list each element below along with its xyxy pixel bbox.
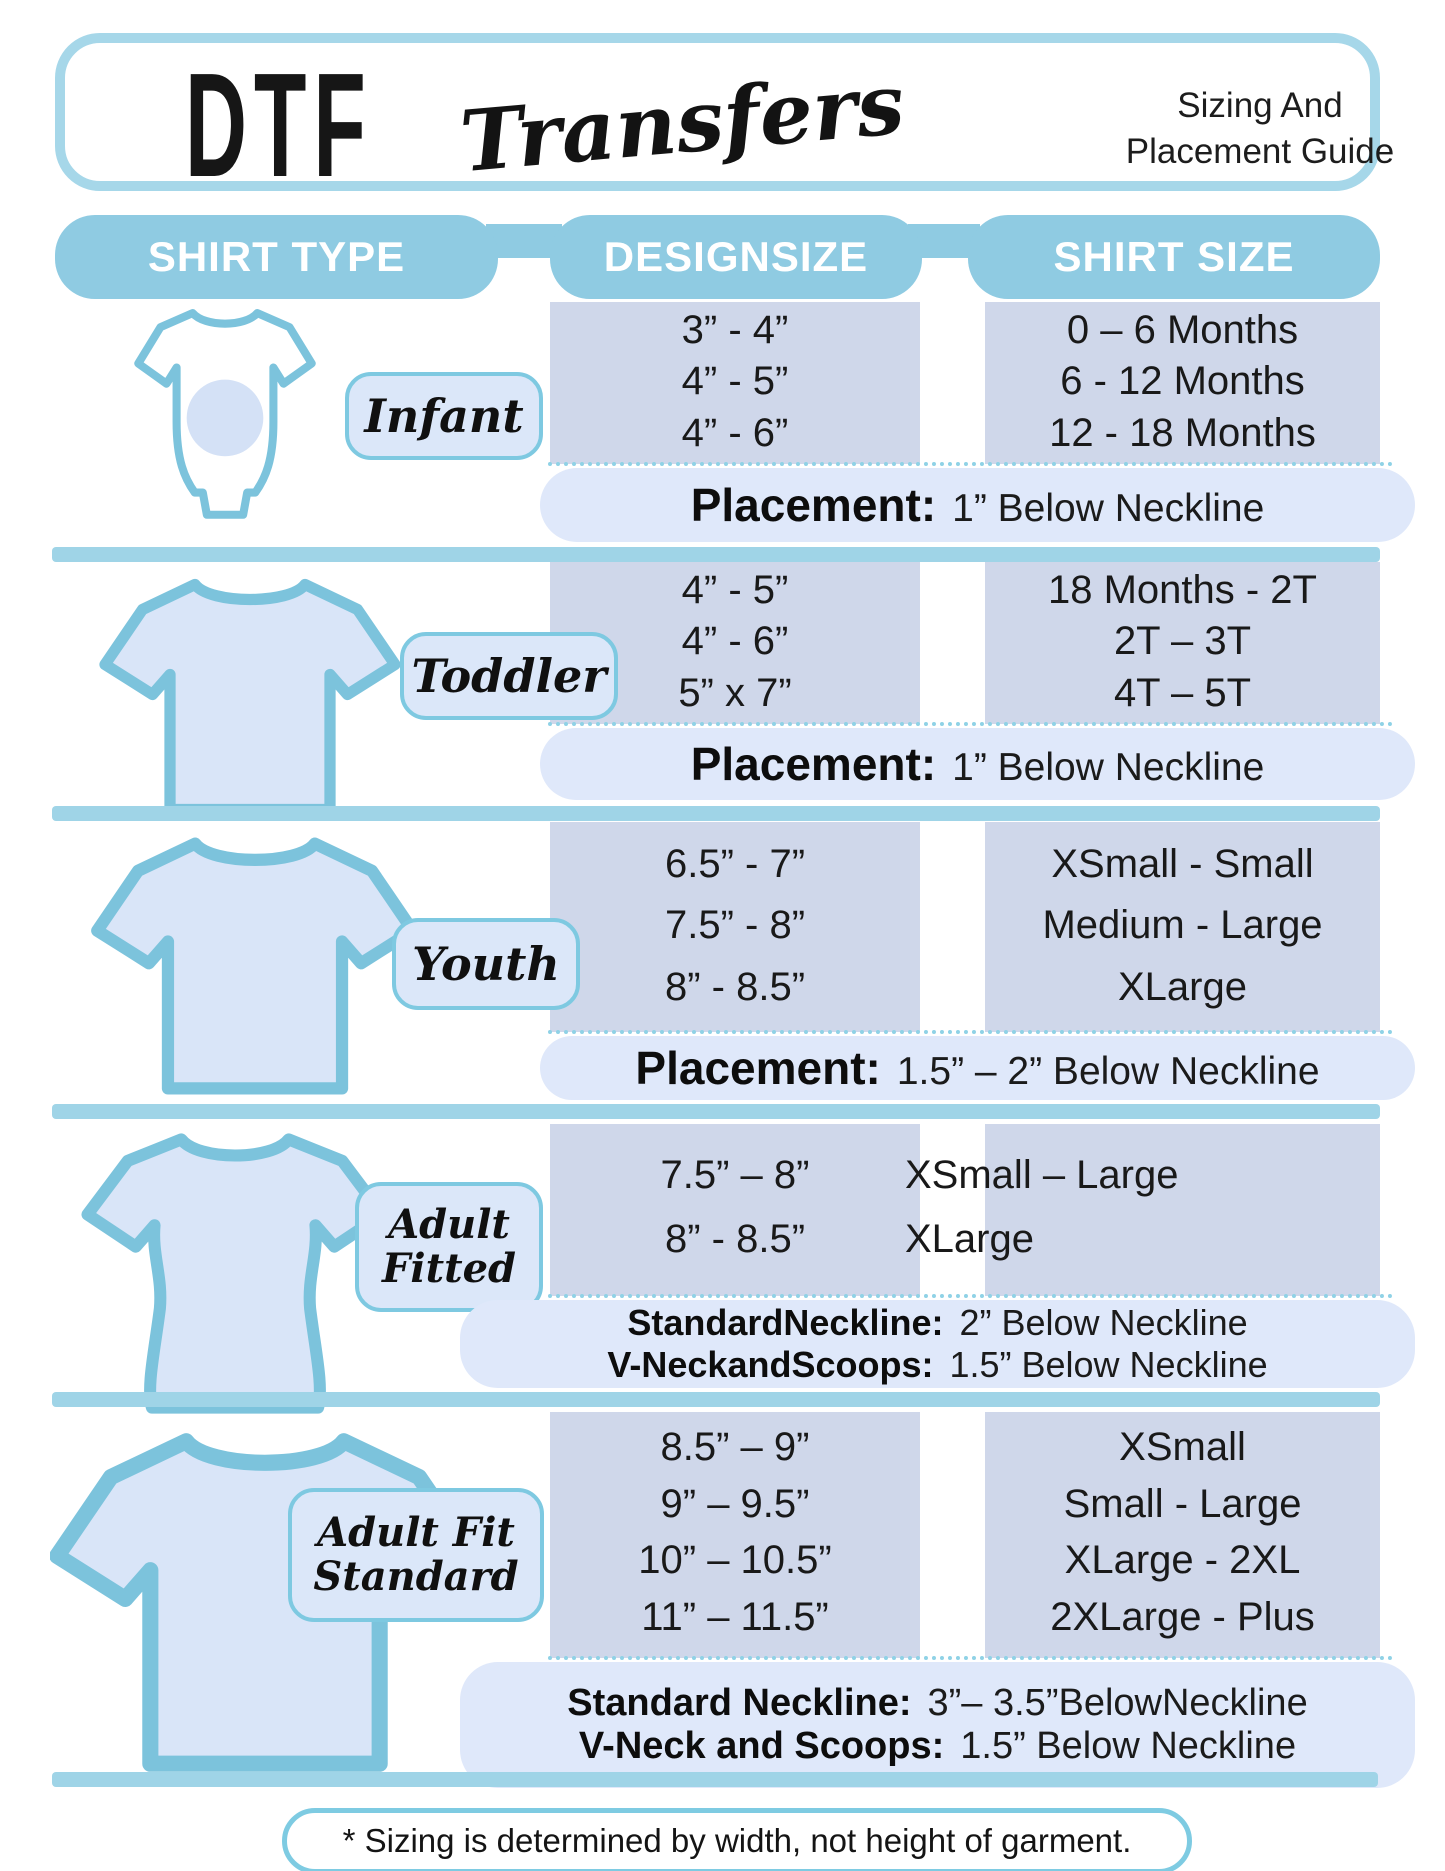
table-row	[0, 1217, 1445, 1267]
shirt-size-value: 4T – 5T	[1113, 670, 1252, 715]
section-label-text: Infant	[364, 388, 524, 443]
table-row	[0, 359, 1445, 409]
table-row	[0, 965, 1445, 1015]
table-row	[0, 1595, 1445, 1645]
shirt-size-value: 18 Months - 2T	[1047, 567, 1317, 612]
table-row	[0, 308, 1445, 358]
section-label-text: Adult Fit	[317, 1509, 515, 1556]
placement-value: 1.5” Below Neckline	[960, 1725, 1297, 1767]
table-row	[0, 568, 1445, 618]
table-row	[0, 1153, 1445, 1203]
column-header-shirt-size: SHIRT SIZE	[968, 215, 1380, 299]
shirt-size-value: XSmall	[1119, 1424, 1246, 1469]
infant-rows	[0, 306, 1445, 462]
shirt-size-value: XLarge	[1118, 964, 1247, 1009]
section-divider	[52, 806, 1380, 821]
table-row	[0, 411, 1445, 461]
shirt-size-value: 0 – 6 Months	[1066, 307, 1299, 352]
adult-fitted-rows	[0, 1140, 1445, 1280]
placement-bar-youth	[540, 1036, 1415, 1100]
design-size-value: 11” – 11.5”	[641, 1595, 829, 1640]
placement-value: 3”– 3.5”BelowNeckline	[927, 1682, 1308, 1724]
design-size-value: 3” - 4”	[681, 307, 789, 352]
table-row	[0, 1425, 1445, 1475]
design-size-value: 4” - 5”	[681, 567, 789, 612]
placement-label: V-Neck and Scoops:	[578, 1725, 945, 1767]
shirt-size-value: XSmall - Small	[1051, 841, 1314, 886]
table-row	[0, 619, 1445, 669]
column-header-design-size: DESIGNSIZE	[550, 215, 922, 299]
section-divider	[52, 1104, 1380, 1119]
placement-label: Placement:	[690, 479, 937, 531]
dotted-separator	[548, 1656, 1393, 1660]
shirt-size-value: Small - Large	[1063, 1481, 1302, 1526]
table-row	[0, 1482, 1445, 1532]
section-divider	[52, 1392, 1380, 1407]
design-size-value: 7.5” - 8”	[664, 903, 806, 947]
footer-note-pill	[282, 1808, 1192, 1871]
design-size-value: 5” x 7”	[678, 670, 792, 715]
dotted-separator	[548, 722, 1393, 726]
placement-bar-toddler	[540, 728, 1415, 800]
placement-bar-infant	[540, 468, 1415, 542]
brand-title: DTF	[185, 43, 373, 208]
section-label-text: Standard	[313, 1553, 519, 1600]
shirt-size-value: XSmall – Large	[905, 1153, 1179, 1198]
brand-script-title: Transfers	[456, 53, 909, 192]
design-size-value: 4” - 6”	[681, 619, 789, 663]
placement-bar-adult-fitted	[460, 1300, 1415, 1388]
placement-label: V-NeckandScoops:	[607, 1344, 934, 1385]
section-divider	[52, 547, 1380, 562]
section-label-text: Fitted	[382, 1245, 516, 1292]
placement-bar-adult-standard	[460, 1662, 1415, 1788]
dotted-separator	[548, 1030, 1393, 1034]
shirt-size-value: 6 - 12 Months	[1060, 359, 1305, 403]
table-row	[0, 671, 1445, 721]
shirt-size-value: 12 - 18 Months	[1049, 410, 1316, 455]
placement-label: Placement:	[690, 738, 937, 790]
guide-subtitle-line1: Sizing And	[1177, 86, 1343, 125]
shirt-size-value: XLarge	[905, 1216, 1034, 1261]
placement-value: 1.5” – 2” Below Neckline	[896, 1050, 1320, 1093]
footer-note-text: * Sizing is determined by width, not height of garment.	[342, 1822, 1132, 1859]
placement-value: 1” Below Neckline	[952, 487, 1265, 530]
dotted-separator	[548, 1294, 1393, 1298]
placement-label: Placement:	[635, 1042, 881, 1094]
table-row	[0, 1538, 1445, 1588]
table-row	[0, 903, 1445, 953]
design-size-value: 4” - 6”	[681, 410, 789, 455]
placement-label: Standard Neckline:	[567, 1682, 912, 1724]
shirt-size-value: Medium - Large	[1042, 903, 1323, 947]
toddler-rows	[0, 566, 1445, 722]
design-size-value: 4” - 5”	[681, 359, 789, 403]
design-size-value: 7.5” – 8”	[660, 1153, 810, 1198]
youth-rows	[0, 830, 1445, 1026]
design-size-value: 8.5” – 9”	[660, 1424, 810, 1469]
section-label-text: Youth	[412, 936, 560, 991]
placement-value: 1” Below Neckline	[952, 746, 1265, 789]
design-size-value: 10” – 10.5”	[638, 1538, 832, 1583]
design-size-value: 8” - 8.5”	[664, 964, 806, 1009]
placement-value: 2” Below Neckline	[959, 1302, 1248, 1343]
section-label-text: Adult	[388, 1201, 510, 1248]
table-row	[0, 842, 1445, 892]
placement-label: StandardNeckline:	[627, 1302, 944, 1343]
placement-value: 1.5” Below Neckline	[949, 1344, 1268, 1385]
guide-subtitle	[1095, 83, 1425, 175]
adult-standard-rows	[0, 1418, 1445, 1652]
guide-subtitle-line2: Placement Guide	[1125, 132, 1395, 171]
column-header-shirt-type: SHIRT TYPE	[55, 215, 498, 299]
design-size-value: 6.5” - 7”	[664, 841, 806, 886]
shirt-size-value: XLarge - 2XL	[1064, 1538, 1301, 1583]
design-size-value: 9” – 9.5”	[660, 1481, 810, 1526]
header-box	[55, 33, 1395, 208]
bottom-divider	[52, 1772, 1378, 1787]
shirt-size-value: 2T – 3T	[1113, 619, 1252, 663]
section-label-text: Toddler	[411, 648, 607, 703]
design-size-value: 8” - 8.5”	[664, 1216, 806, 1261]
dotted-separator	[548, 462, 1393, 466]
shirt-size-value: 2XLarge - Plus	[1050, 1595, 1315, 1640]
